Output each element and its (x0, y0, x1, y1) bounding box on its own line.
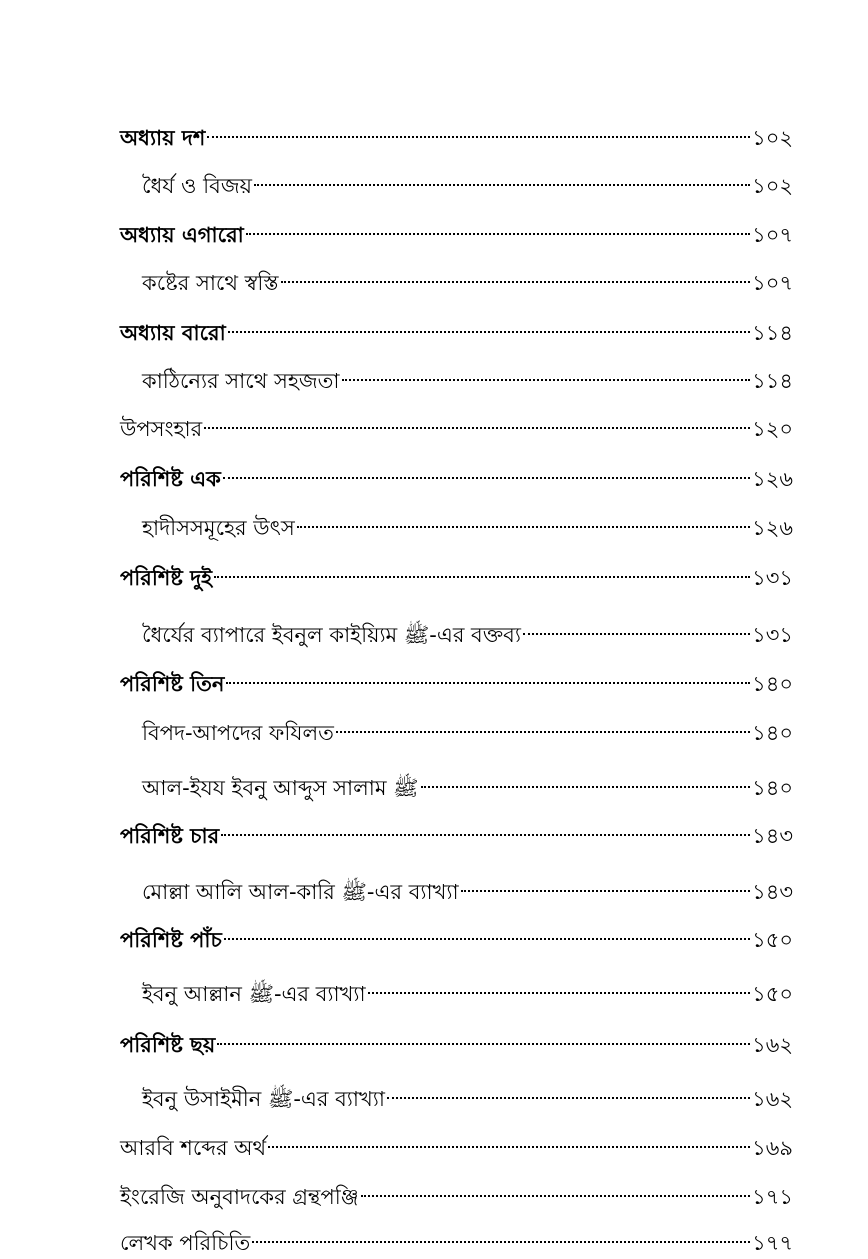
toc-entry-page: ১৩১ (752, 566, 793, 590)
dot-leader (461, 869, 751, 899)
toc-entry-page: ১০৭ (752, 223, 793, 247)
dot-leader (297, 505, 750, 535)
toc-entry-page: ১৫০ (752, 928, 793, 952)
toc-entry-page: ১২০ (752, 417, 793, 441)
toc-entry-page: ১০৭ (752, 271, 793, 295)
dot-leader (368, 971, 751, 1001)
dot-leader (254, 163, 750, 193)
toc-entry[interactable] (120, 456, 793, 494)
toc-entry-title: অধ্যায় এগারো (120, 223, 244, 247)
toc-entry[interactable] (142, 505, 793, 543)
toc-entry-page: ১১৪ (752, 369, 793, 393)
toc-entry[interactable] (142, 163, 793, 201)
dot-leader (361, 1174, 750, 1204)
toc-entry-page: ১০২ (752, 126, 793, 150)
toc-entry-page: ১৩১ (752, 623, 793, 647)
toc-entry-title: ইবনু আল্লান ﷺ-এর ব্যাখ্যা (142, 982, 366, 1006)
dot-leader (281, 260, 751, 290)
toc-entry-title: ধৈর্য ও বিজয় (142, 174, 253, 198)
dot-leader (387, 1076, 750, 1106)
toc-entry[interactable] (120, 115, 793, 153)
toc-entry[interactable] (142, 765, 793, 803)
toc-entry[interactable] (120, 813, 793, 851)
dot-leader (252, 1220, 750, 1250)
toc-entry-title: পরিশিষ্ট দুই (120, 566, 213, 590)
toc-entry-page: ১২৬ (752, 516, 793, 540)
dot-leader (228, 310, 750, 340)
toc-entry[interactable] (142, 869, 793, 907)
toc-entry-title: অধ্যায় দশ (120, 126, 206, 150)
toc-entry-page: ১৪০ (752, 672, 793, 696)
toc-entry-page: ১৭১ (752, 1185, 793, 1209)
toc-entry[interactable] (142, 710, 793, 748)
toc-entry[interactable] (120, 406, 793, 444)
toc-entry-title: কাঠিন্যের সাথে সহজতা (142, 369, 340, 393)
toc-entry-title: ইবনু উসাইমীন ﷺ-এর ব্যাখ্যা (142, 1087, 385, 1111)
dot-leader (224, 917, 750, 947)
dot-leader (342, 358, 751, 388)
toc-entry[interactable] (120, 310, 793, 348)
toc-entry[interactable] (142, 612, 793, 650)
dot-leader (217, 1022, 750, 1052)
toc-entry-title: মোল্লা আলি আল-কারি ﷺ-এর ব্যাখ্যা (142, 880, 459, 904)
toc-entry-title: পরিশিষ্ট চার (120, 824, 220, 848)
toc-entry[interactable] (120, 1125, 793, 1163)
toc-entry-page: ১৬২ (752, 1033, 793, 1057)
toc-entry-title: পরিশিষ্ট ছয় (120, 1033, 216, 1057)
toc-entry-page: ১৪০ (752, 721, 793, 745)
dot-leader (223, 456, 750, 486)
toc-entry-page: ১৪৩ (752, 824, 793, 848)
toc-entry-title: অধ্যায় বারো (120, 321, 226, 345)
dot-leader (214, 555, 750, 585)
toc-entry[interactable] (120, 555, 793, 593)
toc-entry-title: ধৈর্যের ব্যাপারে ইবনুল কাইয়্যিম ﷺ-এর বক্তব্য (142, 623, 521, 647)
toc-entry[interactable] (142, 1076, 793, 1114)
toc-entry-title: বিপদ-আপদের ফযিলত (142, 721, 334, 745)
toc-entry-page: ১২৬ (752, 467, 793, 491)
dot-leader (204, 406, 750, 436)
toc-entry-page: ১১৪ (752, 321, 793, 345)
dot-leader (421, 765, 751, 795)
toc-entry[interactable] (120, 212, 793, 250)
dot-leader (246, 212, 750, 242)
toc-entry-page: ১৪৩ (752, 880, 793, 904)
toc-entry[interactable] (142, 358, 793, 396)
dot-leader (336, 710, 750, 740)
toc-entry[interactable] (120, 917, 793, 955)
toc-entry-page: ১৬৯ (752, 1136, 793, 1160)
toc-entry[interactable] (142, 971, 793, 1009)
toc-entry-page: ১৬২ (752, 1087, 793, 1111)
toc-entry-title: কষ্টের সাথে স্বস্তি (142, 271, 279, 295)
dot-leader (226, 661, 750, 691)
toc-entry-title: পরিশিষ্ট পাঁচ (120, 928, 222, 952)
toc-entry-title: লেখক পরিচিতি (120, 1231, 251, 1255)
toc-entry-page: ১৫০ (752, 982, 793, 1006)
dot-leader (268, 1125, 750, 1155)
dot-leader (523, 612, 750, 642)
toc-entry-title: পরিশিষ্ট এক (120, 467, 221, 491)
toc-entry-title: ইংরেজি অনুবাদকের গ্রন্থপঞ্জি (120, 1185, 359, 1209)
toc-entry-title: আরবি শব্দের অর্থ (120, 1136, 267, 1160)
dot-leader (207, 115, 750, 145)
toc-entry-title: উপসংহার (120, 417, 203, 441)
toc-entry-title: আল-ইযয ইবনু আব্দুস সালাম ﷺ (142, 776, 419, 800)
toc-entry-title: পরিশিষ্ট তিন (120, 672, 225, 696)
toc-entry[interactable] (120, 1220, 793, 1258)
toc-entry[interactable] (120, 1022, 793, 1060)
toc-entry-title: হাদীসসমূহের উৎস (142, 516, 295, 540)
toc-entry[interactable] (142, 260, 793, 298)
toc-entry-page: ১০২ (752, 174, 793, 198)
dot-leader (221, 813, 750, 843)
toc-entry-page: ১৪০ (752, 776, 793, 800)
toc-entry[interactable] (120, 661, 793, 699)
toc-entry-page: ১৭৭ (752, 1231, 793, 1255)
toc-entry[interactable] (120, 1174, 793, 1212)
